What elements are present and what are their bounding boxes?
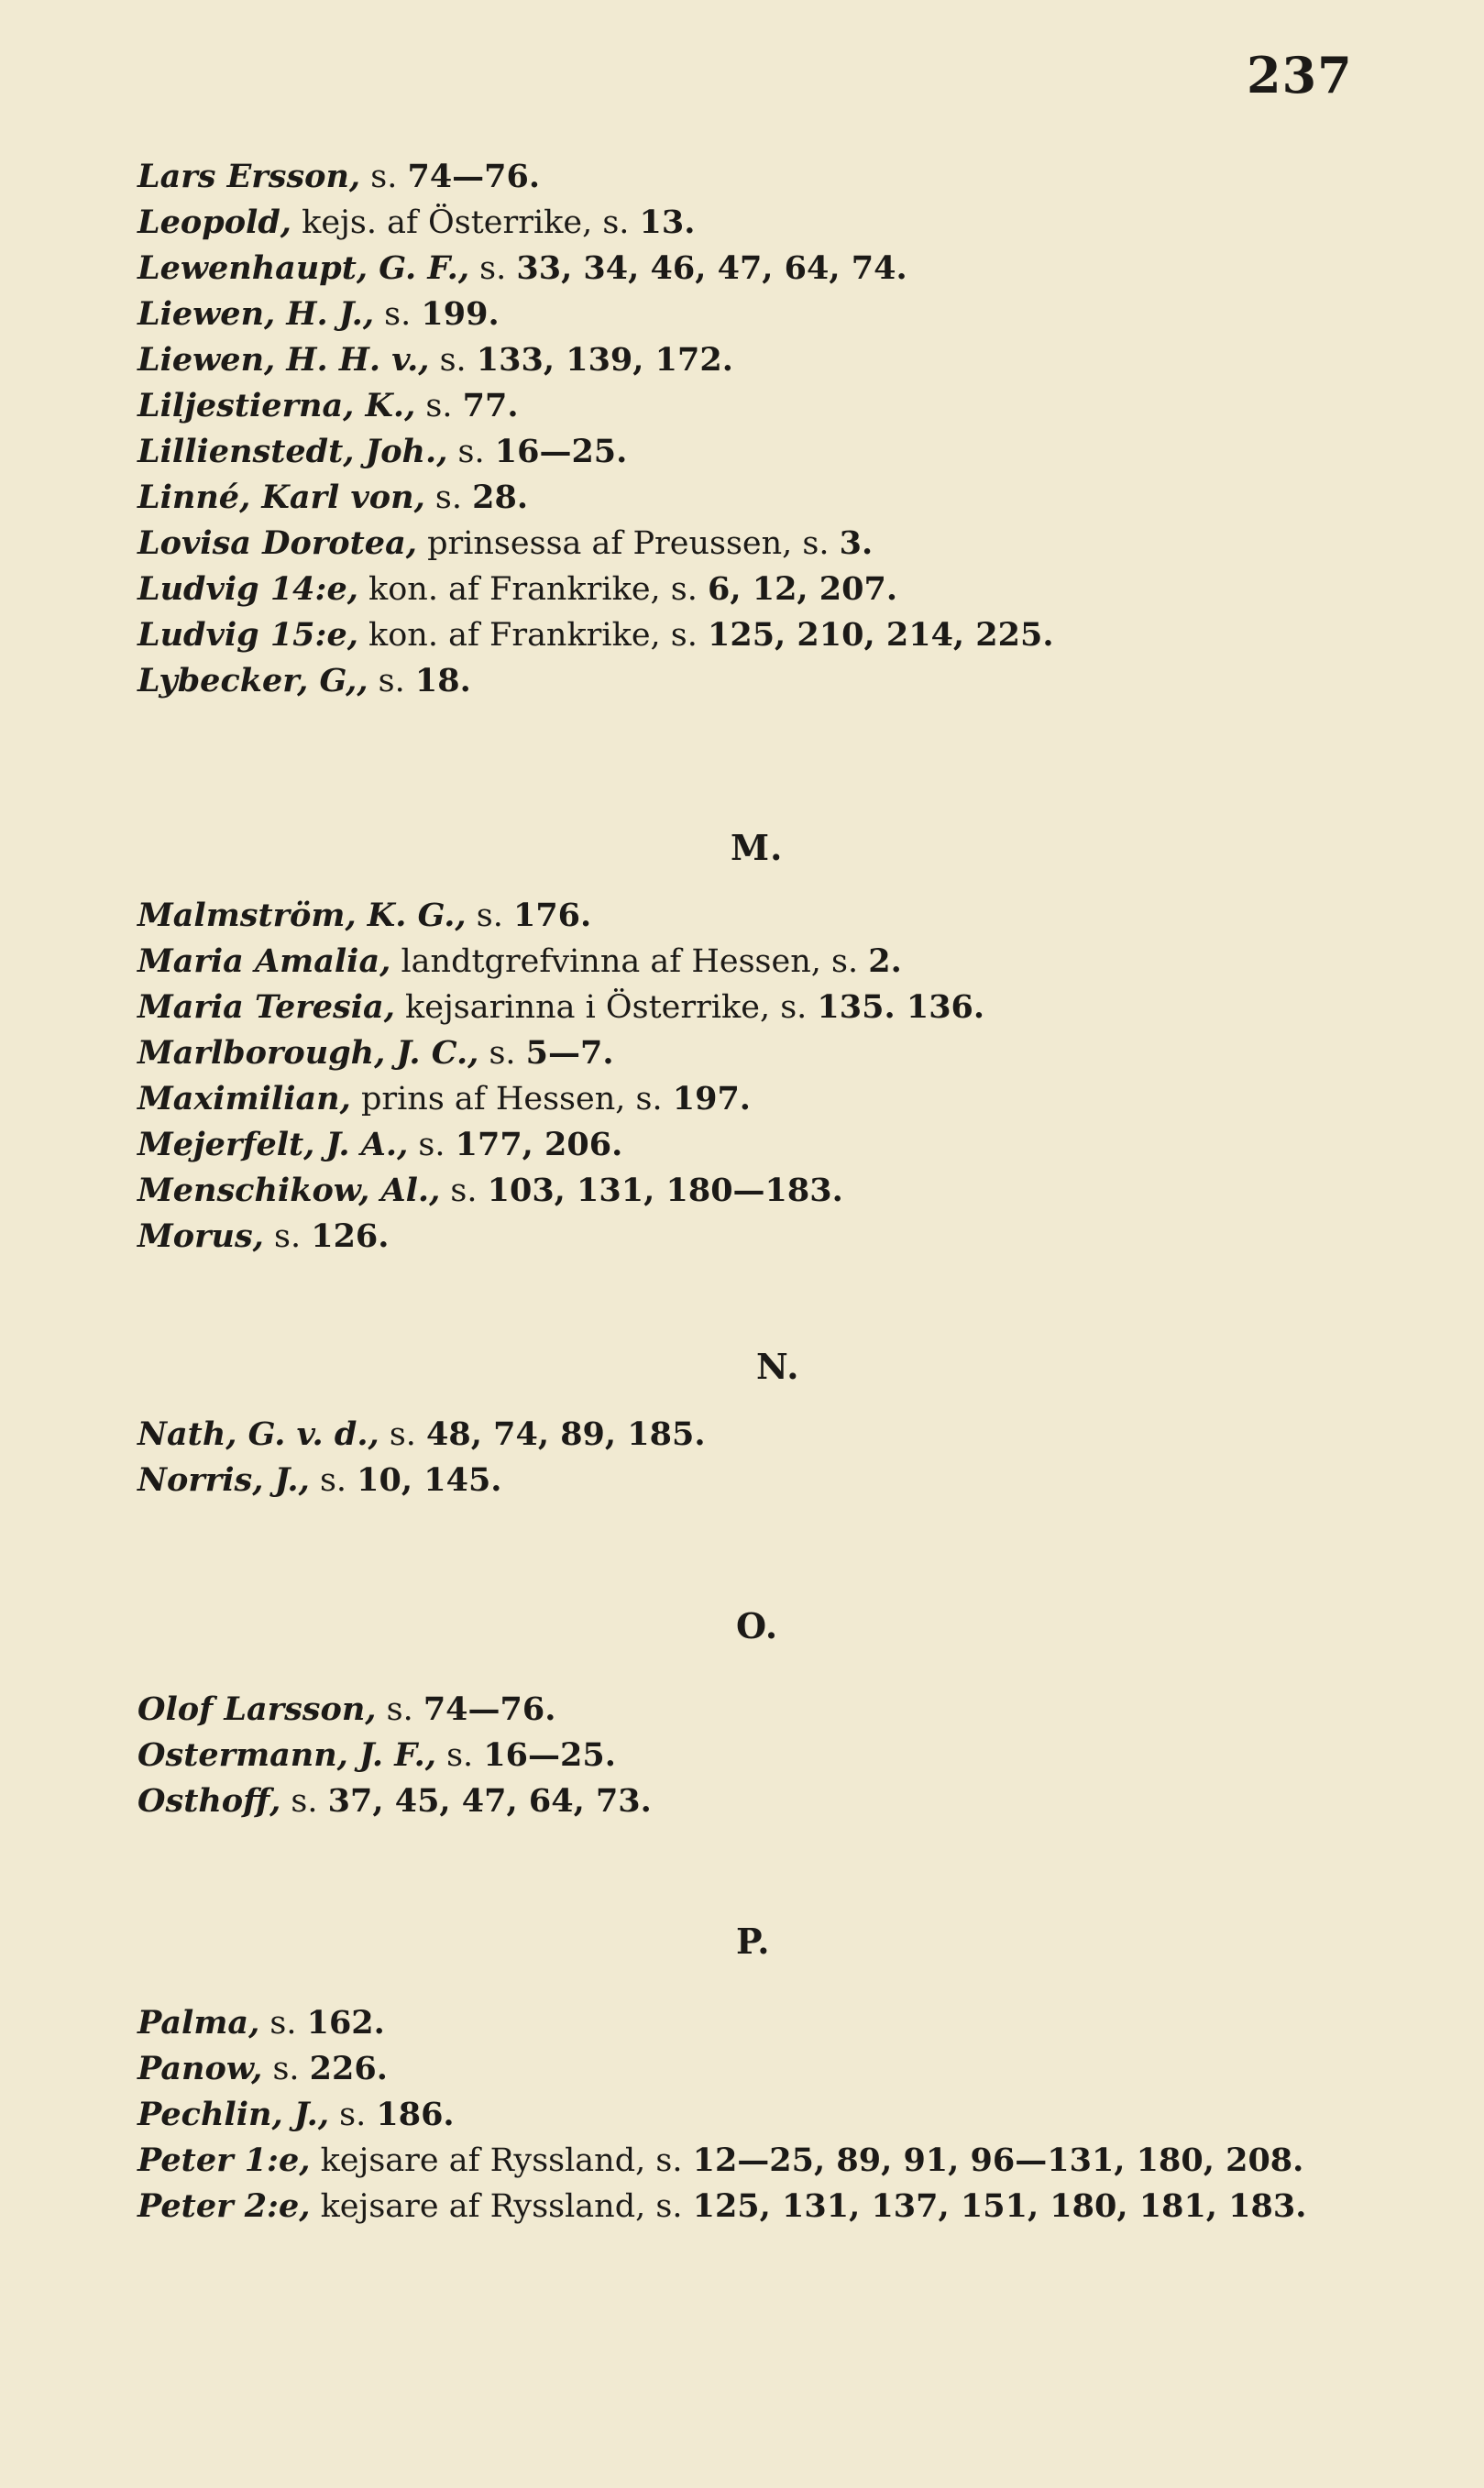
- entry-name: Menschikow, Al.,: [137, 1172, 441, 1209]
- section-letter-p: P.: [736, 1921, 771, 1962]
- entry-description: s.: [440, 1172, 488, 1209]
- entry-description: s.: [263, 1218, 312, 1255]
- entry-name: Leopold,: [137, 204, 291, 241]
- index-entry: [137, 1733, 1421, 1778]
- entry-description: kejsare af Ryssland, s.: [310, 2142, 693, 2179]
- entry-name: Ostermann, J. F.,: [137, 1736, 436, 1774]
- entry-pages: 18.: [414, 662, 471, 699]
- index-entry: [137, 939, 1421, 985]
- entry-pages: 162.: [306, 2004, 385, 2042]
- entry-description: kejs. af Österrike, s.: [291, 204, 640, 241]
- entry-description: s.: [360, 159, 408, 195]
- index-entry: [137, 383, 1421, 429]
- entry-pages: 5—7.: [525, 1034, 614, 1072]
- index-entry: [137, 1458, 1421, 1503]
- entry-description: s.: [374, 296, 422, 333]
- entry-pages: 226.: [309, 2050, 388, 2087]
- entry-description: s.: [469, 250, 517, 287]
- entry-description: prinsessa af Preussen, s.: [416, 525, 840, 562]
- index-section-n: [137, 1412, 1421, 1503]
- entry-description: s.: [424, 479, 473, 516]
- entry-pages: 28.: [472, 479, 529, 516]
- index-entry: [137, 1030, 1421, 1076]
- index-entry: [137, 2184, 1459, 2229]
- entry-name: Norris, J.,: [137, 1461, 310, 1499]
- entry-pages: 74—76.: [423, 1690, 556, 1728]
- entry-pages: 197.: [672, 1080, 751, 1117]
- entry-name: Panow,: [137, 2050, 263, 2087]
- index-entry: [137, 2092, 1421, 2138]
- entry-description: s.: [376, 1691, 423, 1728]
- index-entry: [137, 246, 1421, 292]
- entry-pages: 48, 74, 89, 185.: [426, 1415, 706, 1453]
- page-number: 237: [1247, 46, 1353, 105]
- entry-name: Liewen, H. H. v.,: [137, 341, 430, 379]
- entry-description: kon. af Frankrike, s.: [357, 617, 708, 654]
- entry-pages: 12—25, 89, 91, 96—131, 180, 208.: [692, 2141, 1304, 2179]
- index-section-p: [137, 2000, 1421, 2229]
- index-entry: [137, 2000, 1421, 2046]
- entry-pages: 199.: [421, 295, 500, 333]
- index-entry: [137, 429, 1421, 475]
- index-entry: [137, 1076, 1421, 1122]
- index-entry: [137, 985, 1421, 1030]
- entry-pages: 3.: [839, 524, 874, 562]
- entry-description: kon. af Frankrike, s.: [357, 571, 708, 608]
- entry-name: Lillienstedt, Joh.,: [137, 433, 448, 470]
- entry-name: Ludvig 14:e,: [137, 570, 358, 608]
- index-entry: [137, 1214, 1421, 1260]
- entry-description: kejsare af Ryssland, s.: [310, 2188, 693, 2225]
- entry-name: Malmström, K. G.,: [137, 897, 467, 934]
- entry-pages: 16—25.: [494, 433, 628, 470]
- entry-name: Peter 2:e,: [137, 2187, 311, 2225]
- entry-pages: 77.: [462, 387, 519, 424]
- entry-description: s.: [466, 897, 513, 934]
- entry-pages: 16—25.: [483, 1736, 616, 1774]
- entry-pages: 103, 131, 180—183.: [487, 1172, 843, 1209]
- entry-description: s.: [262, 2051, 310, 2087]
- index-entry: [137, 893, 1421, 939]
- entry-pages: 10, 145.: [357, 1461, 502, 1499]
- entry-name: Linné, Karl von,: [137, 479, 425, 516]
- entry-pages: 135. 136.: [817, 988, 985, 1026]
- entry-pages: 186.: [376, 2096, 455, 2133]
- index-section-o: [137, 1687, 1421, 1824]
- entry-name: Lewenhaupt, G. F.,: [137, 249, 470, 287]
- section-letter-n: N.: [756, 1346, 800, 1387]
- entry-name: Olof Larsson,: [137, 1690, 377, 1728]
- entry-pages: 177, 206.: [455, 1126, 623, 1163]
- entry-name: Lovisa Dorotea,: [137, 524, 417, 562]
- index-entry: [137, 1122, 1421, 1168]
- index-entry: [137, 567, 1421, 612]
- entry-name: Maria Teresia,: [137, 988, 395, 1026]
- entry-description: s.: [379, 1416, 427, 1453]
- entry-name: Pechlin, J.,: [137, 2096, 330, 2133]
- entry-name: Palma,: [137, 2004, 260, 2042]
- entry-description: s.: [478, 1035, 526, 1072]
- entry-name: Maria Amalia,: [137, 942, 391, 980]
- entry-description: s.: [429, 342, 477, 379]
- entry-name: Liewen, H. J.,: [137, 295, 375, 333]
- entry-description: s.: [408, 1127, 456, 1163]
- section-letter-m: M.: [731, 827, 784, 868]
- index-entry: [137, 658, 1421, 704]
- index-entry: [137, 521, 1421, 567]
- entry-name: Nath, G. v. d.,: [137, 1415, 379, 1453]
- entry-pages: 2.: [868, 942, 902, 980]
- entry-pages: 176.: [512, 897, 592, 934]
- entry-name: Mejerfelt, J. A.,: [137, 1126, 409, 1163]
- entry-name: Lars Ersson,: [137, 158, 361, 195]
- entry-name: Ludvig 15:e,: [137, 616, 358, 654]
- entry-pages: 33, 34, 46, 47, 64, 74.: [516, 249, 907, 287]
- entry-description: landtgrefvinna af Hessen, s.: [390, 943, 869, 980]
- entry-description: s.: [447, 434, 495, 470]
- entry-name: Osthoff,: [137, 1782, 281, 1820]
- entry-pages: 13.: [639, 204, 696, 241]
- entry-name: Peter 1:e,: [137, 2141, 311, 2179]
- index-entry: [137, 2046, 1421, 2092]
- entry-name: Marlborough, J. C.,: [137, 1034, 479, 1072]
- entry-description: s.: [415, 388, 463, 424]
- index-section-m: [137, 893, 1421, 1260]
- entry-pages: 6, 12, 207.: [708, 570, 898, 608]
- index-entry: [137, 475, 1421, 521]
- entry-pages: 74—76.: [407, 158, 541, 195]
- entry-name: Morus,: [137, 1217, 264, 1255]
- entry-name: Maximilian,: [137, 1080, 351, 1117]
- entry-description: prins af Hessen, s.: [350, 1081, 673, 1117]
- index-entry: [137, 612, 1421, 658]
- section-letter-o: O.: [736, 1605, 779, 1646]
- index-section-l: [137, 154, 1421, 704]
- index-entry: [137, 1412, 1421, 1458]
- entry-description: s.: [309, 1462, 357, 1499]
- entry-name: Lybecker, G,,: [137, 662, 368, 699]
- entry-pages: 37, 45, 47, 64, 73.: [327, 1782, 652, 1820]
- entry-description: kejsarinna i Österrike, s.: [394, 989, 818, 1026]
- entry-pages: 125, 131, 137, 151, 180, 181, 183.: [692, 2187, 1307, 2225]
- index-entry: [137, 337, 1421, 383]
- index-entry: [137, 2138, 1459, 2184]
- entry-name: Liljestierna, K.,: [137, 387, 416, 424]
- index-entry: [137, 154, 1421, 200]
- index-entry: [137, 200, 1421, 246]
- entry-description: s.: [280, 1783, 328, 1820]
- entry-pages: 126.: [311, 1217, 390, 1255]
- entry-description: s.: [435, 1737, 484, 1774]
- index-entry: [137, 292, 1421, 337]
- index-entry: [137, 1687, 1421, 1733]
- entry-description: s.: [368, 663, 415, 699]
- index-entry: [137, 1168, 1421, 1214]
- entry-pages: 125, 210, 214, 225.: [708, 616, 1054, 654]
- entry-description: s.: [259, 2005, 307, 2042]
- entry-description: s.: [329, 2097, 377, 2133]
- index-entry: [137, 1778, 1421, 1824]
- entry-pages: 133, 139, 172.: [476, 341, 733, 379]
